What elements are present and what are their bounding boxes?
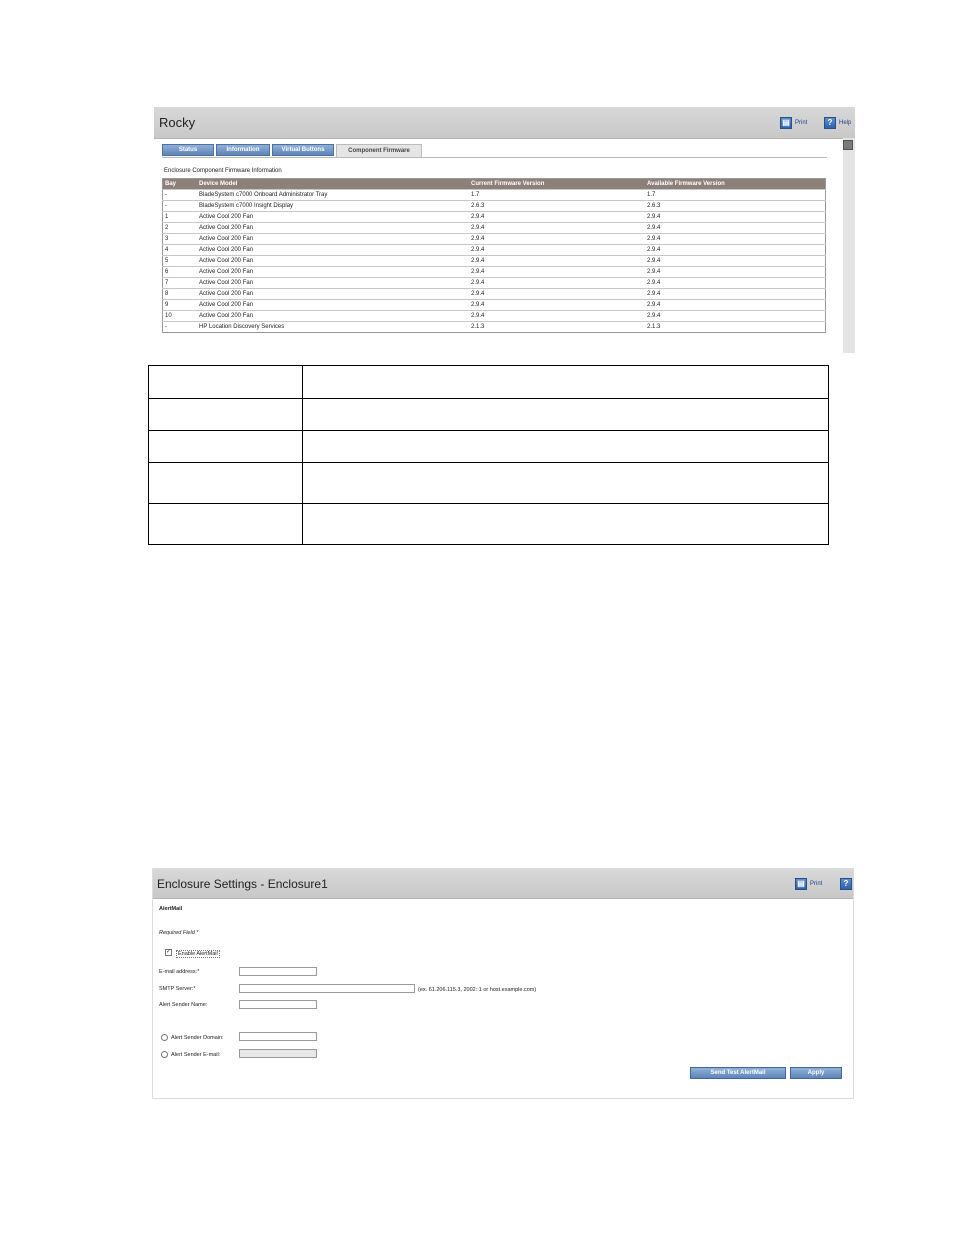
section-title: AlertMail bbox=[159, 906, 183, 912]
sender-email-radio[interactable] bbox=[161, 1051, 168, 1058]
bay-cell: 1 bbox=[163, 212, 198, 223]
table-cell bbox=[149, 463, 303, 504]
table-header-row bbox=[163, 179, 826, 190]
tab-bar bbox=[162, 144, 422, 157]
device-model-cell: Active Cool 200 Fan bbox=[197, 289, 469, 300]
current-version-cell: 2.9.4 bbox=[469, 223, 645, 234]
table-row bbox=[163, 289, 826, 300]
current-version-cell: 1.7 bbox=[469, 190, 645, 201]
table-cell bbox=[303, 504, 829, 545]
available-version-cell: 2.9.4 bbox=[645, 289, 826, 300]
bay-cell: 3 bbox=[163, 234, 198, 245]
section-label: Enclosure Component Firmware Information bbox=[164, 168, 282, 174]
device-model-cell: BladeSystem c7000 Onboard Administrator Tray bbox=[197, 190, 469, 201]
available-version-cell: 2.9.4 bbox=[645, 234, 826, 245]
print-label: Print bbox=[795, 119, 808, 126]
page-title: Rocky bbox=[159, 115, 196, 130]
device-model-cell: Active Cool 200 Fan bbox=[197, 223, 469, 234]
sender-name-label: Alert Sender Name: bbox=[159, 1002, 208, 1008]
table-row bbox=[149, 504, 829, 545]
firmware-table-body bbox=[163, 190, 826, 333]
smtp-hint: (ex. 61.206.115.3, 2002::1 or host.example.com) bbox=[418, 987, 537, 993]
sender-name-input[interactable] bbox=[239, 1000, 317, 1009]
print-button[interactable] bbox=[780, 116, 807, 129]
current-version-cell: 2.1.3 bbox=[469, 322, 645, 333]
bay-cell: 8 bbox=[163, 289, 198, 300]
page-title: Enclosure Settings - Enclosure1 bbox=[157, 877, 328, 891]
sender-domain-label: Alert Sender Domain: bbox=[171, 1035, 224, 1041]
current-version-cell: 2.9.4 bbox=[469, 234, 645, 245]
device-model-cell: Active Cool 200 Fan bbox=[197, 267, 469, 278]
bay-cell: 10 bbox=[163, 311, 198, 322]
available-version-cell: 2.1.3 bbox=[645, 322, 826, 333]
email-label: E-mail address:* bbox=[159, 969, 200, 975]
table-row bbox=[163, 311, 826, 322]
device-model-cell: Active Cool 200 Fan bbox=[197, 300, 469, 311]
table-row bbox=[163, 278, 826, 289]
table-row bbox=[163, 212, 826, 223]
table-cell bbox=[149, 399, 303, 431]
table-row bbox=[149, 431, 829, 463]
help-icon: ? bbox=[824, 117, 836, 129]
firmware-table bbox=[162, 178, 826, 333]
column-header-device-model: Device Model bbox=[197, 179, 469, 190]
available-version-cell: 2.9.4 bbox=[645, 278, 826, 289]
table-row bbox=[163, 256, 826, 267]
bay-cell: 4 bbox=[163, 245, 198, 256]
current-version-cell: 2.9.4 bbox=[469, 278, 645, 289]
bay-cell: - bbox=[163, 322, 198, 333]
bay-cell: 9 bbox=[163, 300, 198, 311]
available-version-cell: 2.6.3 bbox=[645, 201, 826, 212]
bay-cell: - bbox=[163, 190, 198, 201]
table-cell bbox=[149, 504, 303, 545]
firmware-screenshot bbox=[154, 107, 855, 353]
table-cell bbox=[303, 431, 829, 463]
scroll-thumb[interactable] bbox=[843, 140, 853, 150]
current-version-cell: 2.9.4 bbox=[469, 289, 645, 300]
device-model-cell: Active Cool 200 Fan bbox=[197, 212, 469, 223]
available-version-cell: 2.9.4 bbox=[645, 245, 826, 256]
tab-information[interactable]: Information bbox=[216, 144, 270, 156]
help-button[interactable] bbox=[824, 116, 851, 129]
table-row bbox=[163, 223, 826, 234]
smtp-input[interactable] bbox=[239, 984, 415, 993]
sender-domain-radio[interactable] bbox=[161, 1034, 168, 1041]
table-row bbox=[163, 245, 826, 256]
available-version-cell: 2.9.4 bbox=[645, 223, 826, 234]
enable-alertmail-checkbox[interactable] bbox=[165, 949, 172, 956]
device-model-cell: Active Cool 200 Fan bbox=[197, 256, 469, 267]
column-header-bay: Bay bbox=[163, 179, 198, 190]
smtp-label: SMTP Server:* bbox=[159, 986, 196, 992]
print-icon: ▤ bbox=[795, 878, 807, 890]
available-version-cell: 1.7 bbox=[645, 190, 826, 201]
scrollbar[interactable] bbox=[843, 138, 855, 353]
table-row bbox=[163, 201, 826, 212]
table-row bbox=[149, 463, 829, 504]
table-row bbox=[163, 190, 826, 201]
table-cell bbox=[303, 399, 829, 431]
available-version-cell: 2.9.4 bbox=[645, 267, 826, 278]
table-cell bbox=[149, 366, 303, 399]
check-icon: ✓ bbox=[166, 949, 172, 955]
apply-button[interactable]: Apply bbox=[790, 1067, 842, 1079]
title-bar bbox=[154, 107, 855, 139]
print-button[interactable] bbox=[795, 877, 822, 890]
bay-cell: 7 bbox=[163, 278, 198, 289]
sender-email-label: Alert Sender E-mail: bbox=[171, 1052, 221, 1058]
send-test-alertmail-button[interactable]: Send Test AlertMail bbox=[690, 1067, 786, 1079]
current-version-cell: 2.9.4 bbox=[469, 256, 645, 267]
available-version-cell: 2.9.4 bbox=[645, 212, 826, 223]
table-row bbox=[163, 300, 826, 311]
table-cell bbox=[303, 366, 829, 399]
current-version-cell: 2.9.4 bbox=[469, 245, 645, 256]
tab-virtual-buttons[interactable]: Virtual Buttons bbox=[272, 144, 334, 156]
email-input[interactable] bbox=[239, 967, 317, 976]
sender-email-input bbox=[239, 1049, 317, 1058]
device-model-cell: Active Cool 200 Fan bbox=[197, 234, 469, 245]
alertmail-screenshot bbox=[152, 868, 854, 1099]
sender-domain-input[interactable] bbox=[239, 1032, 317, 1041]
available-version-cell: 2.9.4 bbox=[645, 311, 826, 322]
current-version-cell: 2.9.4 bbox=[469, 212, 645, 223]
tab-component-firmware[interactable]: Component Firmware bbox=[336, 144, 422, 157]
current-version-cell: 2.9.4 bbox=[469, 267, 645, 278]
tab-divider bbox=[162, 157, 827, 158]
current-version-cell: 2.9.4 bbox=[469, 311, 645, 322]
device-model-cell: Active Cool 200 Fan bbox=[197, 311, 469, 322]
available-version-cell: 2.9.4 bbox=[645, 300, 826, 311]
print-icon: ▤ bbox=[780, 117, 792, 129]
device-model-cell: BladeSystem c7000 Insight Display bbox=[197, 201, 469, 212]
column-header-available-version: Available Firmware Version bbox=[645, 179, 826, 190]
help-icon: ? bbox=[840, 878, 852, 890]
table-row bbox=[163, 234, 826, 245]
table-cell bbox=[149, 431, 303, 463]
column-header-current-version: Current Firmware Version bbox=[469, 179, 645, 190]
device-model-cell: Active Cool 200 Fan bbox=[197, 278, 469, 289]
help-button[interactable] bbox=[840, 877, 855, 890]
table-row bbox=[149, 366, 829, 399]
bay-cell: 6 bbox=[163, 267, 198, 278]
title-bar bbox=[153, 869, 853, 899]
table-row bbox=[163, 267, 826, 278]
parameter-table bbox=[148, 365, 829, 545]
print-label: Print bbox=[810, 880, 823, 887]
tab-status[interactable]: Status bbox=[162, 144, 214, 156]
table-row bbox=[163, 322, 826, 333]
current-version-cell: 2.6.3 bbox=[469, 201, 645, 212]
bay-cell: - bbox=[163, 201, 198, 212]
enable-alertmail-label[interactable]: Enable AlertMail bbox=[178, 951, 218, 957]
help-label: Help bbox=[839, 119, 852, 126]
device-model-cell: HP Location Discovery Services bbox=[197, 322, 469, 333]
required-note: Required Field * bbox=[159, 930, 199, 936]
bay-cell: 2 bbox=[163, 223, 198, 234]
table-row bbox=[149, 399, 829, 431]
available-version-cell: 2.9.4 bbox=[645, 256, 826, 267]
bay-cell: 5 bbox=[163, 256, 198, 267]
current-version-cell: 2.9.4 bbox=[469, 300, 645, 311]
device-model-cell: Active Cool 200 Fan bbox=[197, 245, 469, 256]
table-cell bbox=[303, 463, 829, 504]
